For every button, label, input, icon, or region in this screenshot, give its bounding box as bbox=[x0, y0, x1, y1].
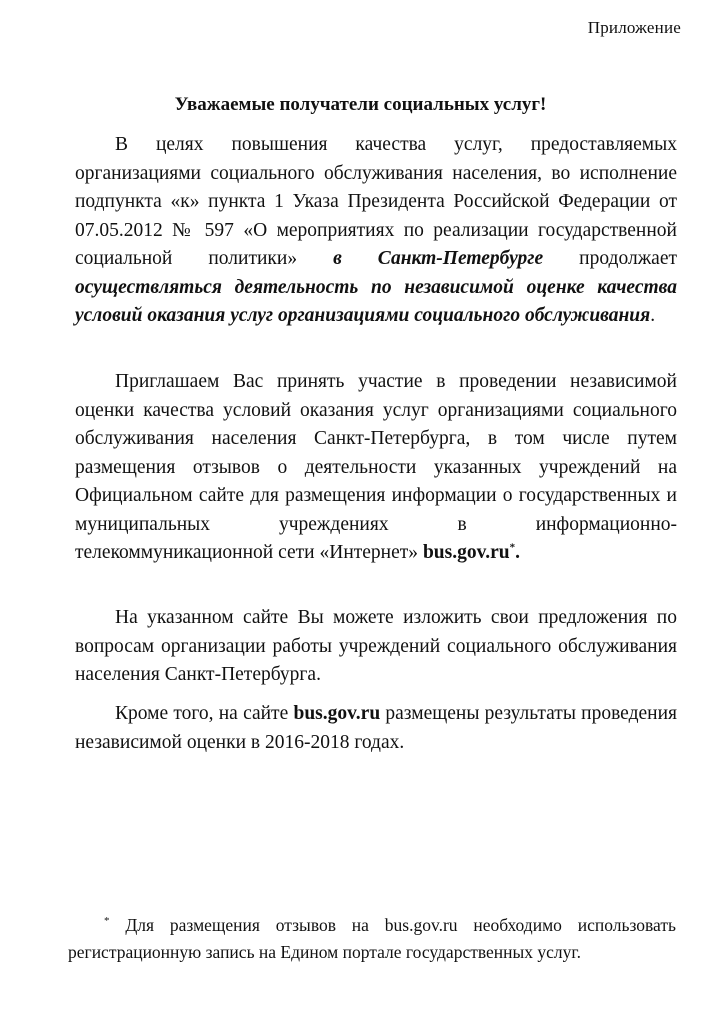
footnote-marker: * bbox=[509, 541, 516, 554]
invitation-text: Приглашаем Вас принять участие в проведении независимой оценки качества условий оказания услуг организациями социального обслуживания населения Санкт-Петербурга, в том числе путем размещения отзывов о деятельности указанных учреждений на Официальном сайте для размещения информации о государственных и муниципальных учреждениях в информационно-телекоммуникационной сети «Интернет» bbox=[75, 371, 677, 563]
results-site-link[interactable]: bus.gov.ru bbox=[293, 703, 381, 724]
paragraph-invitation bbox=[75, 368, 677, 568]
intro-emphasis: осуществляться деятельность по независимой оценке качества условий оказания услуг организациями социального обслуживания bbox=[75, 276, 677, 326]
appendix-label: Приложение bbox=[587, 18, 681, 37]
page-title: Уважаемые получатели социальных услуг! bbox=[174, 94, 547, 115]
paragraph-intro bbox=[75, 131, 677, 331]
footnote-text: Для размещения отзывов на bus.gov.ru необходимо использовать регистрационную запись на Едином портале государственных услуг. bbox=[68, 915, 676, 962]
intro-end: . bbox=[650, 305, 656, 326]
footnote bbox=[68, 912, 676, 966]
invitation-site-link[interactable]: bus.gov.ru bbox=[422, 542, 510, 563]
results-text-end: размещены результаты проведения независимой оценки в 2016-2018 годах. bbox=[75, 703, 677, 753]
results-text-start: Кроме того, на сайте bbox=[115, 703, 294, 724]
intro-connector: продолжает bbox=[543, 248, 678, 269]
paragraph-suggestions: На указанном сайте Вы можете изложить свои предложения по вопросам организации работы учреждений социального обслуживания населения Санкт-Петербурга. bbox=[75, 607, 677, 685]
footnote-mark: * bbox=[104, 915, 110, 928]
intro-text: В целях повышения качества услуг, предоставляемых организациями социального обслуживания населения, во исполнение подпункта «к» пункта 1 Указа Президента Российской Федерации от 07.05.2012 № 597 «О мероприятиях по реализации государственной социальной политики» bbox=[75, 134, 677, 269]
paragraph-results bbox=[75, 700, 677, 757]
invitation-end: . bbox=[515, 542, 521, 563]
intro-city: в Санкт-Петербурге bbox=[333, 248, 544, 269]
